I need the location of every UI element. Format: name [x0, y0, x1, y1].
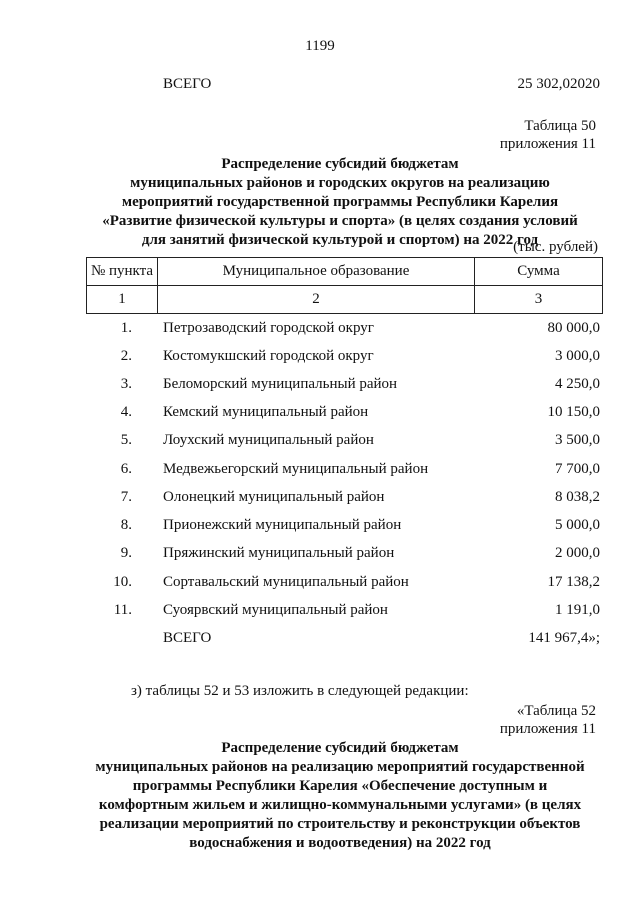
- colnum-1: 1: [87, 286, 158, 314]
- table52-label: «Таблица 52: [516, 703, 596, 719]
- title-line: комфортным жильем и жилищно-коммунальными услугами» (в целях: [98, 797, 582, 813]
- row-num: 2.: [120, 348, 132, 364]
- title-line: муниципальных районов на реализацию мероприятий государственной: [95, 759, 585, 775]
- table50-label: Таблица 50: [524, 118, 596, 134]
- row-name: Сортавальский муниципальный район: [163, 574, 409, 590]
- unit-label: (тыс. рублей): [513, 239, 598, 255]
- colnum-2: 2: [158, 286, 475, 314]
- row-num: 10.: [113, 574, 132, 590]
- table-row: [86, 404, 600, 424]
- total-label: ВСЕГО: [163, 630, 212, 646]
- title-line: муниципальных районов и городских округов на реализацию: [130, 175, 550, 191]
- row-sum: 80 000,0: [547, 320, 600, 336]
- row-sum: 7 700,0: [555, 461, 600, 477]
- row-name: Костомукшский городской округ: [163, 348, 374, 364]
- row-sum: 17 138,2: [547, 574, 600, 590]
- table-row: [86, 602, 600, 622]
- row-sum: 2 000,0: [555, 545, 600, 561]
- table50-title: [40, 155, 640, 250]
- table-row: [86, 348, 600, 368]
- row-name: Петрозаводский городской округ: [163, 320, 374, 336]
- row-sum: 10 150,0: [547, 404, 600, 420]
- instruction-text: з) таблицы 52 и 53 изложить в следующей редакции:: [131, 683, 469, 699]
- table-row: [86, 517, 600, 537]
- title-line: для занятий физической культурой и спортом) на 2022 год: [141, 232, 539, 248]
- table-total-row: [86, 630, 600, 650]
- table-row: [86, 320, 600, 340]
- row-name: Прионежский муниципальный район: [163, 517, 402, 533]
- table-row: [86, 432, 600, 452]
- table50-appendix: приложения 11: [499, 136, 596, 152]
- table52-appendix: приложения 11: [499, 721, 596, 737]
- table-row: [86, 489, 600, 509]
- row-num: 7.: [120, 489, 132, 505]
- prev-total-value: 25 302,02020: [517, 76, 600, 92]
- row-num: 5.: [120, 432, 132, 448]
- table-row: [86, 461, 600, 481]
- row-name: Лоухский муниципальный район: [163, 432, 374, 448]
- row-name: Суоярвский муниципальный район: [163, 602, 388, 618]
- table-row: [86, 574, 600, 594]
- row-sum: 8 038,2: [555, 489, 600, 505]
- row-name: Кемский муниципальный район: [163, 404, 369, 420]
- title-line: программы Республики Карелия «Обеспечение доступным и: [132, 778, 548, 794]
- row-name: Беломорский муниципальный район: [163, 376, 398, 392]
- row-name: Олонецкий муниципальный район: [163, 489, 385, 505]
- row-num: 6.: [120, 461, 132, 477]
- row-sum: 3 500,0: [555, 432, 600, 448]
- row-num: 1.: [120, 320, 132, 336]
- header-municipality: Муниципальное образование: [158, 258, 475, 286]
- row-num: 8.: [120, 517, 132, 533]
- title-line: Распределение субсидий бюджетам: [221, 156, 459, 172]
- title-line: водоснабжения и водоотведения) на 2022 год: [189, 835, 491, 851]
- title-line: «Развитие физической культуры и спорта» (в целях создания условий: [102, 213, 578, 229]
- title-line: мероприятий государственной программы Республики Карелия: [121, 194, 559, 210]
- row-name: Пряжинский муниципальный район: [163, 545, 395, 561]
- row-sum: 4 250,0: [555, 376, 600, 392]
- row-num: 11.: [113, 602, 132, 618]
- table-row: [86, 376, 600, 396]
- row-num: 3.: [120, 376, 132, 392]
- header-sum: Сумма: [475, 258, 603, 286]
- title-line: реализации мероприятий по строительству и реконструкции объектов: [99, 816, 581, 832]
- prev-total-label: ВСЕГО: [163, 76, 212, 92]
- row-sum: 1 191,0: [555, 602, 600, 618]
- row-num: 4.: [120, 404, 132, 420]
- table-row: [86, 545, 600, 565]
- row-num: 9.: [120, 545, 132, 561]
- row-sum: 3 000,0: [555, 348, 600, 364]
- total-value: 141 967,4»;: [528, 630, 600, 646]
- header-num: № пункта: [87, 258, 158, 286]
- title-line: Распределение субсидий бюджетам: [221, 740, 459, 756]
- table50-header: [86, 257, 603, 314]
- colnum-3: 3: [475, 286, 603, 314]
- row-sum: 5 000,0: [555, 517, 600, 533]
- page-number: 1199: [305, 38, 335, 54]
- table52-title: [40, 739, 640, 853]
- row-name: Медвежьегорский муниципальный район: [163, 461, 429, 477]
